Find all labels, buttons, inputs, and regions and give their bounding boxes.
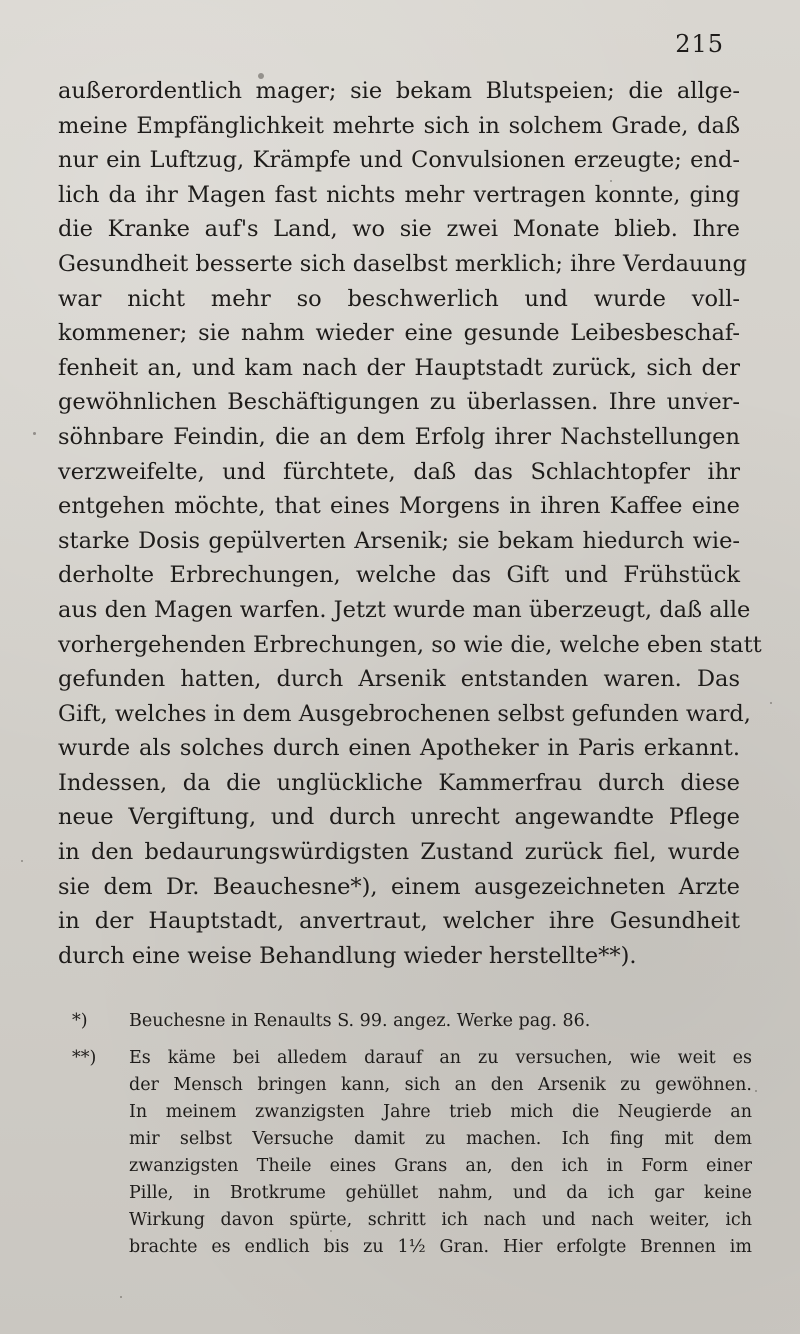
text-line: Indessen, da die unglückliche Kammerfrau durch diese bbox=[58, 769, 740, 796]
paper-speck bbox=[120, 1296, 122, 1298]
footnote-line: der Mensch bringen kann, sich an den Arsenik zu gewöhnen. bbox=[129, 1075, 752, 1095]
paper-speck bbox=[33, 432, 36, 435]
text-line: gefunden hatten, durch Arsenik entstanden waren. Das bbox=[58, 666, 740, 693]
footnote-line: In meinem zwanzigsten Jahre trieb mich die Neugierde an bbox=[129, 1102, 752, 1122]
paper-speck bbox=[770, 702, 772, 704]
footnote-1 bbox=[72, 1008, 752, 1035]
text-line: starke Dosis gepülverten Arsenik; sie bekam hiedurch wie- bbox=[58, 527, 740, 554]
text-line: war nicht mehr so beschwerlich und wurde voll- bbox=[58, 285, 740, 312]
footnote-marker: **) bbox=[72, 1048, 97, 1068]
page-number: 215 bbox=[675, 30, 724, 58]
text-line: söhnbare Feindin, die an dem Erfolg ihrer Nachstellungen bbox=[58, 423, 740, 450]
text-line: lich da ihr Magen fast nichts mehr vertragen konnte, ging bbox=[58, 181, 740, 208]
footnote-line: brachte es endlich bis zu 1½ Gran. Hier erfolgte Brennen im bbox=[129, 1237, 752, 1257]
footnote-line: mir selbst Versuche damit zu machen. Ich fing mit dem bbox=[129, 1129, 752, 1149]
text-line: aus den Magen warfen. Jetzt wurde man überzeugt, daß alle bbox=[58, 596, 751, 623]
footnote-line: Pille, in Brotkrume gehüllet nahm, und da ich gar keine bbox=[129, 1183, 752, 1203]
footnote-text: Es käme bei alledem darauf an zu versuchen, wie weit es bbox=[129, 1048, 752, 1068]
text-line: meine Empfänglichkeit mehrte sich in solchem Grade, daß bbox=[58, 112, 740, 139]
text-line: verzweifelte, und fürchtete, daß das Schlachtopfer ihr bbox=[58, 458, 740, 485]
text-line: Gesundheit besserte sich daselbst merklich; ihre Verdauung bbox=[58, 250, 747, 277]
text-line: fenheit an, und kam nach der Hauptstadt zurück, sich der bbox=[58, 354, 740, 381]
paper-speck bbox=[755, 1090, 757, 1092]
text-line: durch eine weise Behandlung wieder herstellte**). bbox=[58, 942, 637, 969]
text-line: kommener; sie nahm wieder eine gesunde Leibesbeschaf- bbox=[58, 320, 740, 347]
text-line: außerordentlich mager; sie bekam Blutspeien; die allge- bbox=[58, 78, 740, 104]
text-line: Gift, welches in dem Ausgebrochenen selbst gefunden ward, bbox=[58, 700, 751, 727]
text-line: derholte Erbrechungen, welche das Gift und Frühstück bbox=[58, 562, 740, 589]
footnote-marker: *) bbox=[72, 1011, 88, 1031]
body-text bbox=[58, 74, 762, 973]
text-line: neue Vergiftung, und durch unrecht angewandte Pflege bbox=[58, 804, 740, 831]
footnote-line: zwanzigsten Theile eines Grans an, den ich in Form einer bbox=[129, 1156, 752, 1176]
text-line: nur ein Luftzug, Krämpfe und Convulsionen erzeugte; end- bbox=[58, 147, 740, 174]
paper-speck bbox=[21, 860, 23, 862]
footnotes bbox=[72, 1008, 752, 1261]
text-line: wurde als solches durch einen Apotheker in Paris erkannt. bbox=[58, 735, 740, 762]
text-line: entgehen möchte, that eines Morgens in ihren Kaffee eine bbox=[58, 493, 740, 520]
text-line: die Kranke auf's Land, wo sie zwei Monate blieb. Ihre bbox=[58, 216, 740, 243]
text-line: in den bedaurungswürdigsten Zustand zurück fiel, wurde bbox=[58, 839, 740, 866]
text-line: sie dem Dr. Beauchesne*), einem ausgezeichneten Arzte bbox=[58, 873, 740, 900]
text-line: vorhergehenden Erbrechungen, so wie die, welche eben statt bbox=[58, 631, 762, 658]
footnote-text: Beuchesne in Renaults S. 99. angez. Werke pag. 86. bbox=[129, 1011, 591, 1031]
footnote-line: Wirkung davon spürte, schritt ich nach und nach weiter, ich bbox=[129, 1210, 752, 1230]
footnote-2 bbox=[72, 1045, 752, 1072]
text-line: in der Hauptstadt, anvertraut, welcher ihre Gesundheit bbox=[58, 908, 740, 935]
text-line: gewöhnlichen Beschäftigungen zu überlassen. Ihre unver- bbox=[58, 389, 740, 416]
